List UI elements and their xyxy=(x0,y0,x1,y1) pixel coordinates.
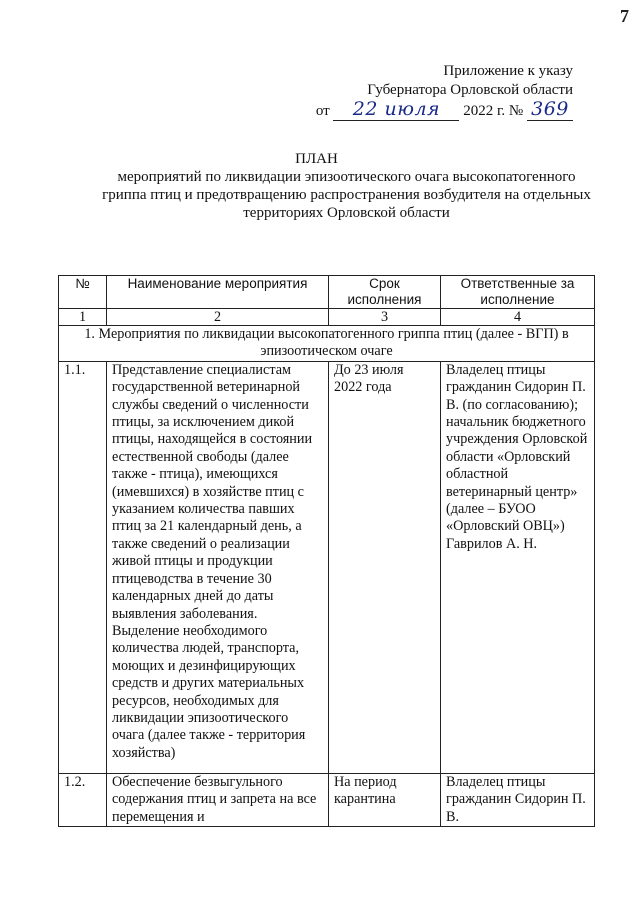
table-row xyxy=(59,361,595,773)
row-number: 1.2. xyxy=(59,773,107,826)
number-signature xyxy=(527,100,573,121)
year-number-label: 2022 г. № xyxy=(463,103,524,119)
row-responsible: Владелец птицы гражданин Сидорин П. В. (по согласованию); начальник бюджетного учреждения Орловской области «Орловский областной ветеринарный центр» (далее – БУОО «Орловский ОВЦ») Гаврилов А. Н. xyxy=(441,361,595,773)
plan-table xyxy=(58,275,595,827)
section-row xyxy=(59,326,595,362)
header-responsible: Ответственные за исполнение xyxy=(441,276,595,309)
header-number: № xyxy=(59,276,107,309)
corner-mark: 7 xyxy=(620,6,629,26)
table-header-row xyxy=(59,276,595,309)
row-name: Представление специалистам государственной ветеринарной службы сведений о численности птицы, за исключением дикой птицы, находящейся в состоянии естественной свободы (далее также - птица), имеющихся (имевшихся) в хозяйстве птиц с указанием количества павших птиц за 21 календарный день, а также сведений о реализации живой птицы и продукции птицеводства в течение 30 календарных дней до даты выявления заболевания. Выделение необходимого количества людей, транспорта, моющих и дезинфицирующих средств и других материальных ресурсов, необходимых для ликвидации эпизоотического очага (далее также - территория хозяйства) xyxy=(107,361,329,773)
table-row xyxy=(59,773,595,826)
row-name: Обеспечение безвыгульного содержания птиц и запрета на все перемещения и xyxy=(107,773,329,826)
column-number: 4 xyxy=(441,309,595,326)
plan-title: ПЛАН xyxy=(295,151,338,167)
header-name: Наименование мероприятия xyxy=(107,276,329,309)
appendix-header xyxy=(316,62,573,121)
row-term: На период карантина xyxy=(329,773,441,826)
appendix-line-1: Приложение к указу xyxy=(443,63,573,79)
column-number: 2 xyxy=(107,309,329,326)
section-title: 1. Мероприятия по ликвидации высокопатогенного гриппа птиц (далее - ВГП) в эпизоотическом очаге xyxy=(59,326,595,362)
column-number-row xyxy=(59,309,595,326)
appendix-decree-line xyxy=(316,100,573,121)
column-number: 3 xyxy=(329,309,441,326)
handwritten-number: 369 xyxy=(531,98,569,120)
row-responsible: Владелец птицы гражданин Сидорин П. В. xyxy=(441,773,595,826)
plan-subtitle: мероприятий по ликвидации эпизоотического очага высокопатогенного гриппа птиц и предотвращению распространения возбудителя на отдельных территориях Орловской области xyxy=(102,169,591,221)
row-number: 1.1. xyxy=(59,361,107,773)
date-signature xyxy=(333,100,459,121)
appendix-line-2: Губернатора Орловской области xyxy=(367,82,573,98)
row-term: До 23 июля 2022 года xyxy=(329,361,441,773)
from-label: от xyxy=(315,103,330,119)
column-number: 1 xyxy=(59,309,107,326)
handwritten-date: 22 июля xyxy=(352,98,441,120)
header-term: Срок исполнения xyxy=(329,276,441,309)
